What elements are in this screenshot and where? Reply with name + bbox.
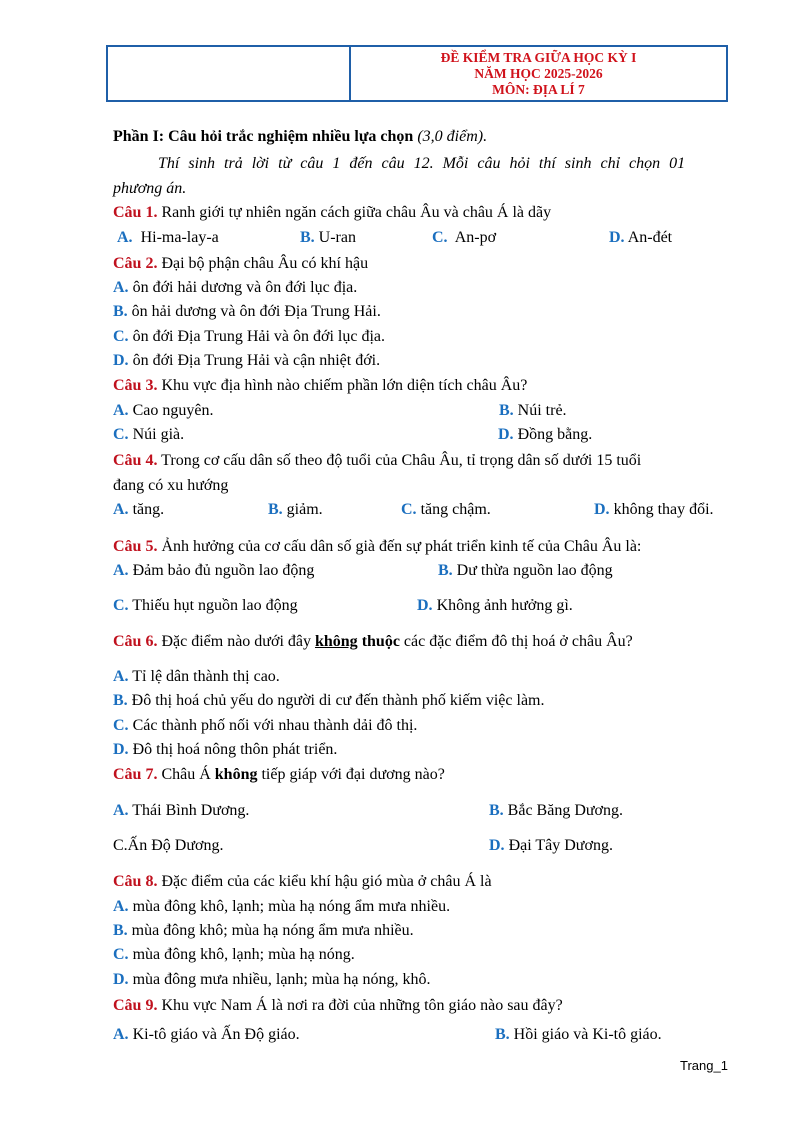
q6-option-d[interactable]: D. Đô thị hoá nông thôn phát triển. <box>113 741 338 758</box>
q6-option-b[interactable]: B. Đô thị hoá chủ yếu do người di cư đến thành phố kiếm việc làm. <box>113 692 545 709</box>
exam-title: ĐỀ KIỂM TRA GIỮA HỌC KỲ I <box>440 49 637 65</box>
exam-subject: MÔN: ĐỊA LÍ 7 <box>492 81 585 97</box>
question-7: Câu 7. Châu Á không tiếp giáp với đại dương nào? <box>113 766 445 783</box>
q9-option-b[interactable]: B. Hồi giáo và Ki-tô giáo. <box>495 1026 662 1043</box>
q3-option-d[interactable]: D. Đồng bằng. <box>498 426 593 443</box>
question-1: Câu 1. Ranh giới tự nhiên ngăn cách giữa châu Âu và châu Á là dãy <box>113 204 552 221</box>
q2-option-d[interactable]: D. ôn đới Địa Trung Hải và cận nhiệt đới. <box>113 352 381 369</box>
question-4-cont: đang có xu hướng <box>113 477 229 494</box>
q7-option-c[interactable]: C.Ấn Độ Dương. <box>113 837 224 854</box>
q7-option-b[interactable]: B. Bắc Băng Dương. <box>489 802 624 819</box>
q8-option-d[interactable]: D. mùa đông mưa nhiều, lạnh; mùa hạ nóng, khô. <box>113 971 431 988</box>
q3-option-b[interactable]: B. Núi trẻ. <box>499 402 567 419</box>
header-left-cell <box>108 47 351 100</box>
question-3: Câu 3. Khu vực địa hình nào chiếm phần lớn diện tích châu Âu? <box>113 377 528 394</box>
question-5: Câu 5. Ảnh hưởng của cơ cấu dân số già đến sự phát triển kinh tế của Châu Âu là: <box>113 538 642 555</box>
q3-option-c[interactable]: C. Núi già. <box>113 426 185 443</box>
q5-option-c[interactable]: C. Thiếu hụt nguồn lao động <box>113 597 298 614</box>
instruction-line-1: Thí sinh trả lời từ câu 1 đến câu 12. Mỗi câu hỏi thí sinh chỉ chọn 01 <box>158 155 686 172</box>
question-8: Câu 8. Đặc điểm của các kiểu khí hậu gió mùa ở châu Á là <box>113 873 492 890</box>
part-title: Phần I: Câu hỏi trắc nghiệm nhiều lựa chọn (3,0 điểm). <box>113 128 488 145</box>
header-table <box>106 45 728 102</box>
q7-option-d[interactable]: D. Đại Tây Dương. <box>489 837 613 854</box>
q4-option-d[interactable]: D. không thay đổi. <box>594 501 714 518</box>
q9-option-a[interactable]: A. Ki-tô giáo và Ấn Độ giáo. <box>113 1026 300 1043</box>
question-9: Câu 9. Khu vực Nam Á là nơi ra đời của những tôn giáo nào sau đây? <box>113 997 563 1014</box>
q8-option-b[interactable]: B. mùa đông khô; mùa hạ nóng ẩm mưa nhiều. <box>113 922 414 939</box>
q5-option-b[interactable]: B. Dư thừa nguồn lao động <box>438 562 613 579</box>
q8-option-a[interactable]: A. mùa đông khô, lạnh; mùa hạ nóng ẩm mưa nhiều. <box>113 898 451 915</box>
q5-option-d[interactable]: D. Không ảnh hưởng gì. <box>417 597 573 614</box>
q8-option-c[interactable]: C. mùa đông khô, lạnh; mùa hạ nóng. <box>113 946 355 963</box>
q4-option-c[interactable]: C. tăng chậm. <box>401 501 491 518</box>
question-6: Câu 6. Đặc điểm nào dưới đây không thuộc các đặc điểm đô thị hoá ở châu Âu? <box>113 633 633 650</box>
q1-option-c[interactable]: C. An-pơ <box>432 229 497 246</box>
q3-option-a[interactable]: A. Cao nguyên. <box>113 402 214 419</box>
q2-option-c[interactable]: C. ôn đới Địa Trung Hải và ôn đới lục địa. <box>113 328 386 345</box>
q1-option-b[interactable]: B. U-ran <box>300 229 356 246</box>
q4-option-b[interactable]: B. giảm. <box>268 501 323 518</box>
header-right-cell <box>351 47 726 100</box>
page-number: Trang_1 <box>680 1058 728 1073</box>
q1-option-a[interactable]: A. Hi-ma-lay-a <box>117 229 219 246</box>
instruction-line-2: phương án. <box>113 180 187 197</box>
question-4: Câu 4. Trong cơ cấu dân số theo độ tuổi của Châu Âu, tỉ trọng dân số dưới 15 tuổi <box>113 452 642 469</box>
question-2: Câu 2. Đại bộ phận châu Âu có khí hậu <box>113 255 369 272</box>
exam-year: NĂM HỌC 2025-2026 <box>474 65 603 81</box>
q1-option-d[interactable]: D. An-đét <box>609 229 673 246</box>
q2-option-b[interactable]: B. ôn hải dương và ôn đới Địa Trung Hải. <box>113 303 381 320</box>
q2-option-a[interactable]: A. ôn đới hải dương và ôn đới lục địa. <box>113 279 358 296</box>
q4-option-a[interactable]: A. tăng. <box>113 501 165 518</box>
q7-option-a[interactable]: A. Thái Bình Dương. <box>113 802 250 819</box>
q6-option-a[interactable]: A. Tỉ lệ dân thành thị cao. <box>113 668 280 685</box>
q6-option-c[interactable]: C. Các thành phố nối với nhau thành dải đô thị. <box>113 717 418 734</box>
q5-option-a[interactable]: A. Đảm bảo đủ nguồn lao động <box>113 562 315 579</box>
